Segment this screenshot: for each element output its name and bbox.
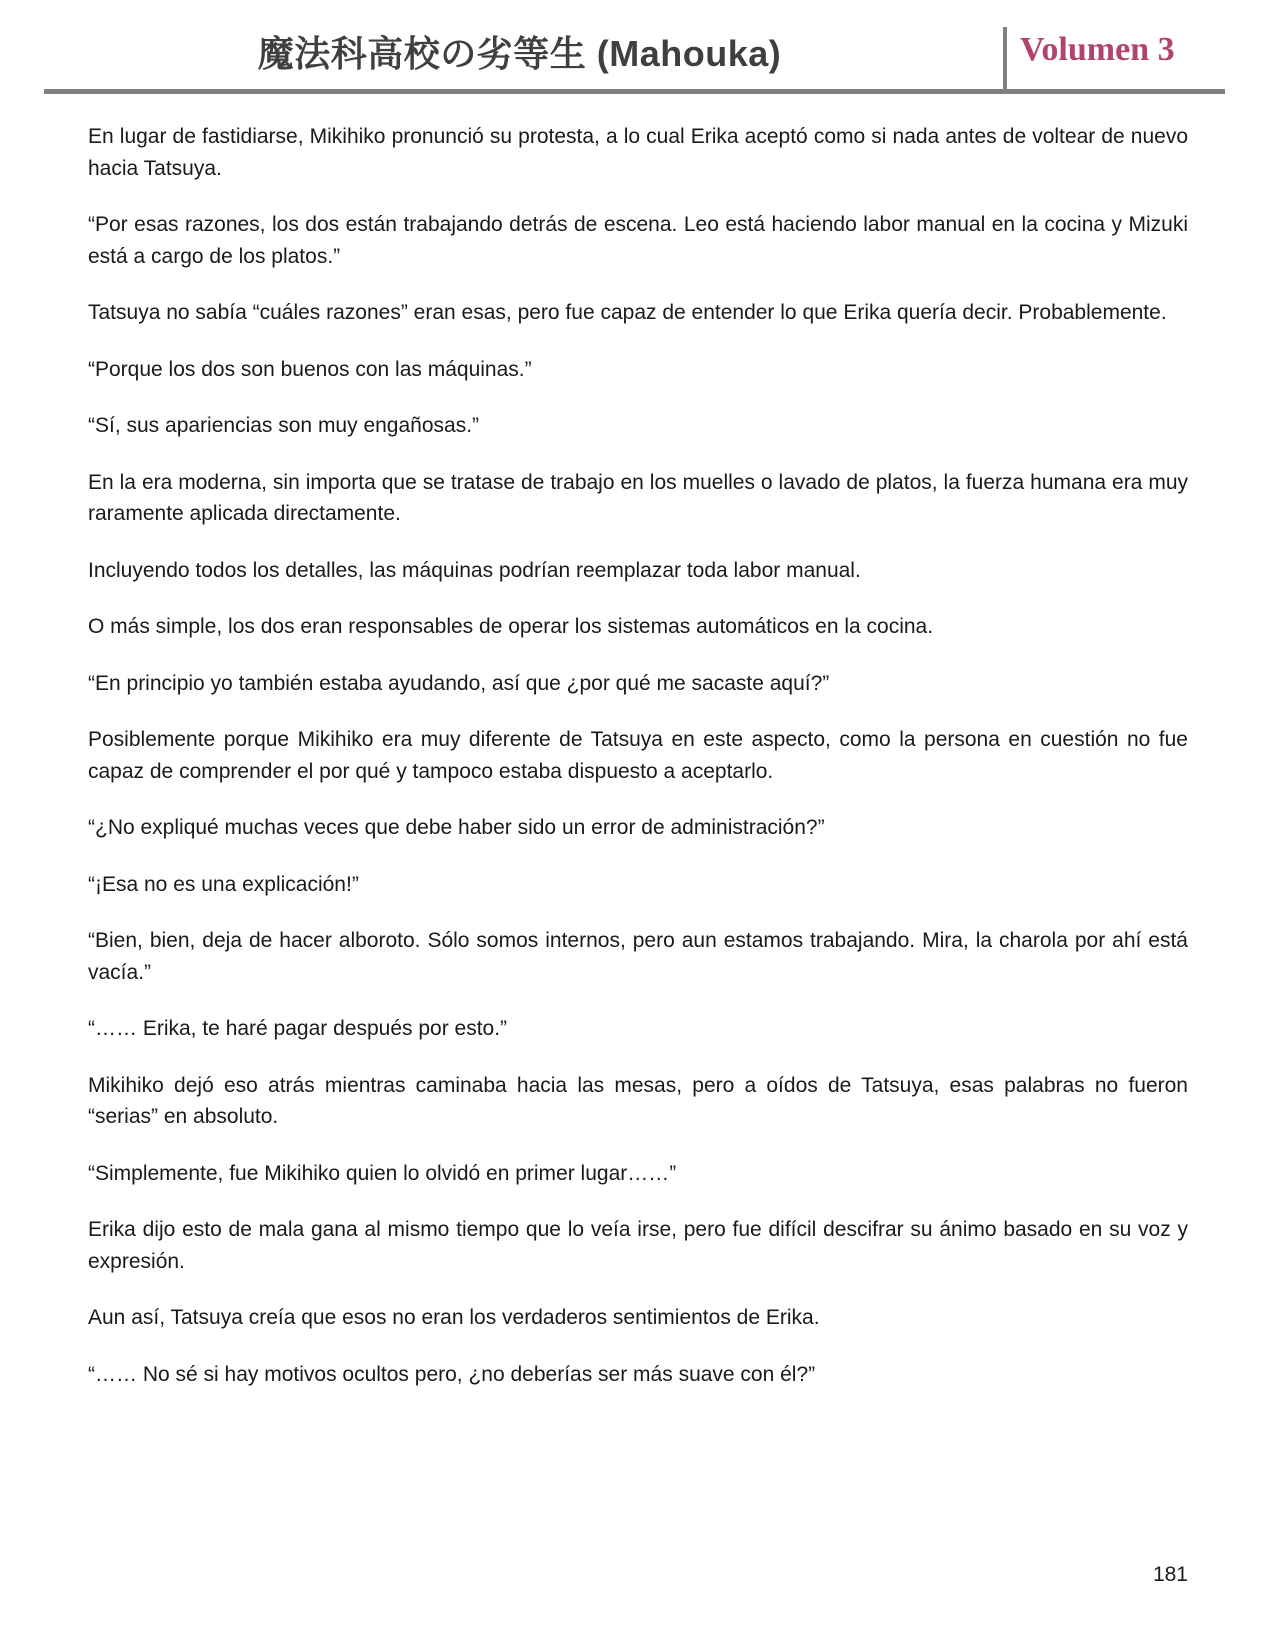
paragraph: “Bien, bien, deja de hacer alboroto. Sólo somos internos, pero aun estamos trabajando. Mira, la charola por ahí está vacía.”	[88, 929, 1188, 984]
paragraph: “En principio yo también estaba ayudando, así que ¿por qué me sacaste aquí?”	[88, 671, 830, 695]
paragraph: “¿No expliqué muchas veces que debe haber sido un error de administración?”	[88, 816, 825, 839]
paragraph: Aun así, Tatsuya creía que esos no eran los verdaderos sentimientos de Erika.	[88, 1306, 820, 1329]
paragraph: Mikihiko dejó eso atrás mientras caminaba hacia las mesas, pero a oídos de Tatsuya, esas palabras no fueron “serias” en absoluto.	[88, 1073, 1188, 1128]
header-vertical-divider	[1003, 27, 1007, 89]
paragraph: O más simple, los dos eran responsables de operar los sistemas automáticos en la cocina.	[88, 615, 934, 638]
page-number: 181	[1152, 1563, 1188, 1586]
paragraph: “Simplemente, fue Mikihiko quien lo olvidó en primer lugar……”	[88, 1161, 677, 1185]
paragraph: “¡Esa no es una explicación!”	[88, 872, 359, 896]
page-header	[44, 0, 1225, 89]
paragraph: “…… Erika, te haré pagar después por esto.”	[88, 1017, 508, 1040]
paragraph: Incluyendo todos los detalles, las máquinas podrían reemplazar toda labor manual.	[88, 558, 861, 582]
paragraph: “…… No sé si hay motivos ocultos pero, ¿no deberías ser más suave con él?”	[88, 1362, 816, 1386]
page-title: 魔法科高校の劣等生 (Mahouka)	[257, 33, 782, 74]
paragraph: “Sí, sus apariencias son muy engañosas.”	[88, 414, 480, 437]
paragraph: Tatsuya no sabía “cuáles razones” eran esas, pero fue capaz de entender lo que Erika quería decir. Probablemente.	[88, 301, 1167, 324]
paragraph: En lugar de fastidiarse, Mikihiko pronunció su protesta, a lo cual Erika aceptó como si nada antes de voltear de nuevo hacia Tatsuya.	[88, 125, 1188, 180]
header-rule	[44, 89, 1225, 94]
paragraph: En la era moderna, sin importa que se tratase de trabajo en los muelles o lavado de platos, la fuerza humana era muy raramente aplicada directamente.	[88, 470, 1188, 525]
volume-label: Volumen 3	[1020, 31, 1175, 68]
paragraph: Erika dijo esto de mala gana al mismo tiempo que lo veía irse, pero fue difícil descifrar su ánimo basado en su voz y expresión.	[88, 1218, 1188, 1273]
paragraph: “Porque los dos son buenos con las máquinas.”	[88, 357, 532, 381]
body-text	[88, 121, 1188, 1415]
paragraph: Posiblemente porque Mikihiko era muy diferente de Tatsuya en este aspecto, como la persona en cuestión no fue capaz de comprender el por qué y tampoco estaba dispuesto a aceptarlo.	[88, 728, 1188, 783]
paragraph: “Por esas razones, los dos están trabajando detrás de escena. Leo está haciendo labor manual en la cocina y Mizuki está a cargo de los platos.”	[88, 213, 1188, 268]
